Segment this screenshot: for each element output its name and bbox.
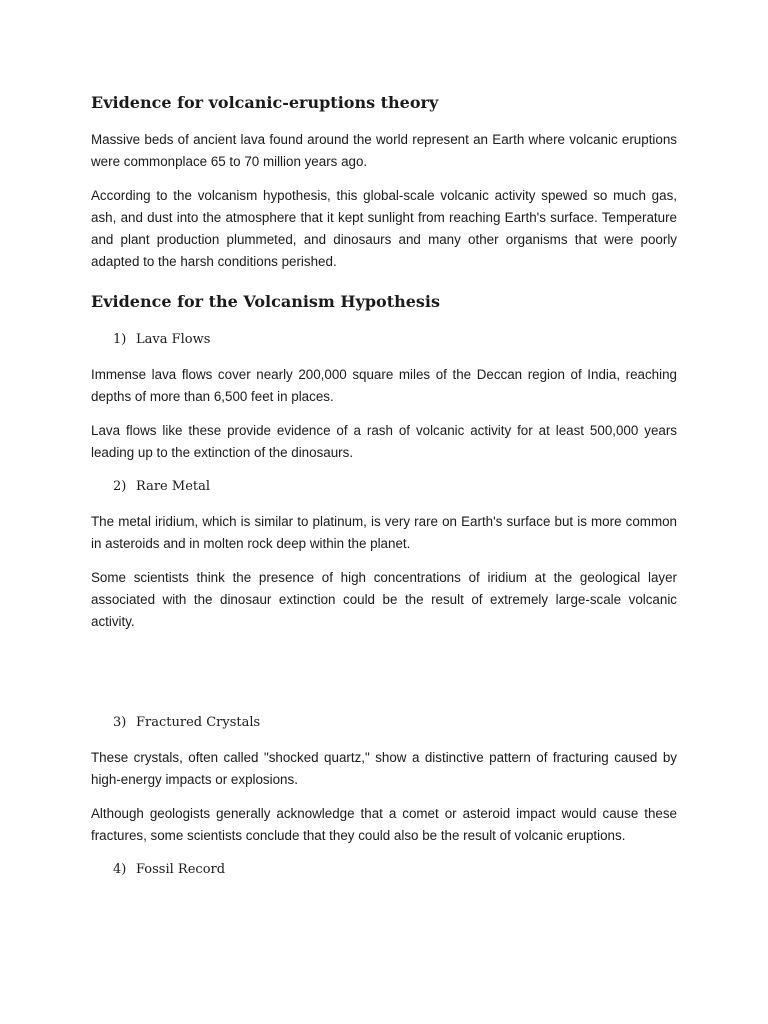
paragraph-iridium-concentrations: Some scientists think the presence of high concentrations of iridium at the geological layer associated with the dinosaur extinction could be the result of extremely large-scale volcanic activity. — [91, 570, 677, 629]
list-item-label: Fractured Crystals — [136, 715, 261, 730]
list-item-number: 2) — [113, 479, 127, 494]
list-item-label: Fossil Record — [136, 862, 226, 877]
section-heading-volcanism-evidence: Evidence for the Volcanism Hypothesis — [91, 292, 440, 311]
list-item-fossil-record — [113, 862, 225, 877]
list-item-label: Lava Flows — [136, 332, 211, 347]
list-item-fractured-crystals — [113, 715, 260, 730]
paragraph-shocked-quartz: These crystals, often called "shocked quartz," show a distinctive pattern of fracturing caused by high-energy impacts or explosions. — [91, 750, 677, 787]
list-item-number: 3) — [113, 715, 127, 730]
section-heading-volcanic-eruptions: Evidence for volcanic-eruptions theory — [91, 93, 439, 112]
list-item-number: 4) — [113, 862, 127, 877]
paragraph-ancient-lava: Massive beds of ancient lava found around the world represent an Earth where volcanic eruptions were commonplace 65 to 70 million years ago. — [91, 132, 677, 169]
list-item-lava-flows — [113, 332, 210, 347]
list-item-number: 1) — [113, 332, 127, 347]
paragraph-iridium: The metal iridium, which is similar to platinum, is very rare on Earth's surface but is more common in asteroids and in molten rock deep within the planet. — [91, 514, 677, 551]
paragraph-volcanism-hypothesis: According to the volcanism hypothesis, this global-scale volcanic activity spewed so much gas, ash, and dust into the atmosphere that it kept sunlight from reaching Earth's surface. Temperature and plant production plummeted, and dinosaurs and many other organisms that were poorly adapted to the harsh conditions perished. — [91, 188, 677, 269]
list-item-rare-metal — [113, 479, 210, 494]
paragraph-lava-evidence: Lava flows like these provide evidence of a rash of volcanic activity for at least 500,000 years leading up to the extinction of the dinosaurs. — [91, 423, 677, 460]
list-item-label: Rare Metal — [136, 479, 211, 494]
paragraph-fracture-origin: Although geologists generally acknowledge that a comet or asteroid impact would cause these fractures, some scientists conclude that they could also be the result of volcanic eruptions. — [91, 806, 677, 843]
paragraph-deccan-lava: Immense lava flows cover nearly 200,000 square miles of the Deccan region of India, reaching depths of more than 6,500 feet in places. — [91, 367, 677, 404]
